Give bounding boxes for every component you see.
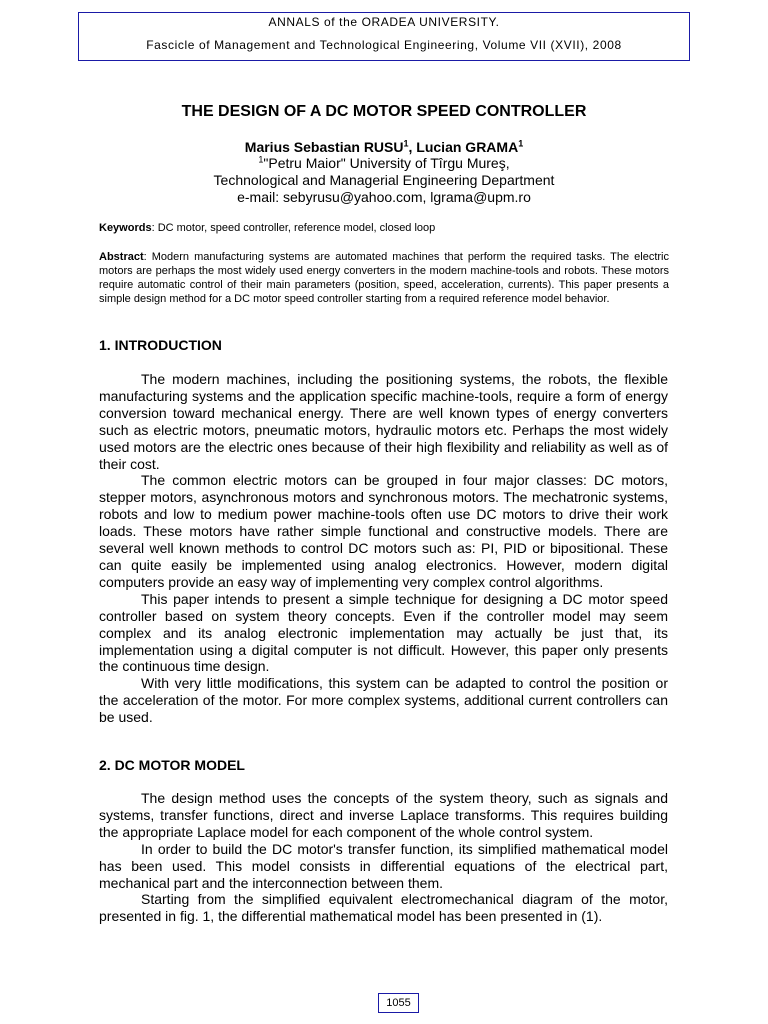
section-heading: 1. INTRODUCTION [99,337,222,353]
university-name: "Petru Maior" University of Tîrgu Mureş, [263,155,510,171]
section-body [99,371,668,726]
journal-fascicle: Fascicle of Management and Technological Engineering, Volume VII (XVII), 2008 [146,38,622,52]
author-emails: e-mail: sebyrusu@yahoo.com, lgrama@upm.ro [237,189,531,205]
paragraph: The modern machines, including the positioning systems, the robots, the flexible manufacturing systems and the application specific machine-tools, require a form of energy conversion toward mechanical energy. There are well known types of energy converters such as electric motors, pneumatic motors, hydraulic motors etc. Perhaps the most widely used motors are the electric ones because of their high flexibility and reliability as well as of their cost. [99,371,668,472]
abstract-text: : Modern manufacturing systems are automated machines that perform the required tasks. The electric motors are perhaps the most widely used energy converters in the modern machine-tools and robots. These motors require automatic control of their main parameters (position, speed, acceleration, currents). This paper presents a simple design method for a DC motor speed controller starting from a required reference model behavior. [99,251,669,305]
author-list [0,139,768,155]
paper-title: THE DESIGN OF A DC MOTOR SPEED CONTROLLER [181,103,587,120]
section-body [99,790,668,925]
keywords-label: Keywords [99,222,152,234]
abstract-label: Abstract [99,251,144,263]
paragraph: In order to build the DC motor's transfer function, its simplified mathematical model has been used. This model consists in differential equations of the electrical part, mechanical part and the interconnection between them. [99,840,668,891]
abstract [99,250,669,306]
paragraph: Starting from the simplified equivalent electromechanical diagram of the motor, presented in fig. 1, the differential mathematical model has been presented in (1). [99,891,668,925]
author-name: Marius Sebastian RUSU [244,139,404,155]
author-affiliation-mark: 1 [518,138,524,149]
author-name: Lucian GRAMA [416,139,519,155]
keywords [99,222,669,234]
journal-header-box [78,12,690,61]
paragraph: The design method uses the concepts of the system theory, such as signals and systems, transfer functions, direct and inverse Laplace transforms. This requires building the appropriate Laplace model for each component of the whole control system. [99,790,668,840]
paragraph: With very little modifications, this system can be adapted to control the position or the acceleration of the motor. For more complex systems, additional current controllers can be used. [99,675,668,726]
journal-name: ANNALS of the ORADEA UNIVERSITY. [268,15,500,29]
affiliation-university [0,155,768,171]
author-affiliation-mark: 1 [403,138,409,149]
affiliation-department: Technological and Managerial Engineering Department [213,172,555,188]
author-separator: , [408,139,417,155]
paragraph: The common electric motors can be grouped in four major classes: DC motors, stepper motors, asynchronous motors and synchronous motors. The mechatronic systems, robots and low to medium power machine-tools often use DC motors to drive their work loads. These motors have rather simple functional and constructive models. There are several well known methods to control DC motors such as: PI, PID or bipositional. These can quite easily be implemented using analog electronics. However, modern digital computers provide an easy way of implementing very complex control algorithms. [99,472,668,590]
section-heading: 2. DC MOTOR MODEL [99,757,245,773]
affiliation-mark: 1 [258,154,264,165]
page-number: 1055 [378,993,419,1013]
paragraph: This paper intends to present a simple technique for designing a DC motor speed controller based on system theory concepts. Even if the controller model may seem complex and its analog electronic implementation may actually be just that, its implementation using a digital computer is not difficult. However, this paper only presents the continuous time design. [99,590,668,675]
keywords-text: : DC motor, speed controller, reference model, closed loop [151,222,436,234]
